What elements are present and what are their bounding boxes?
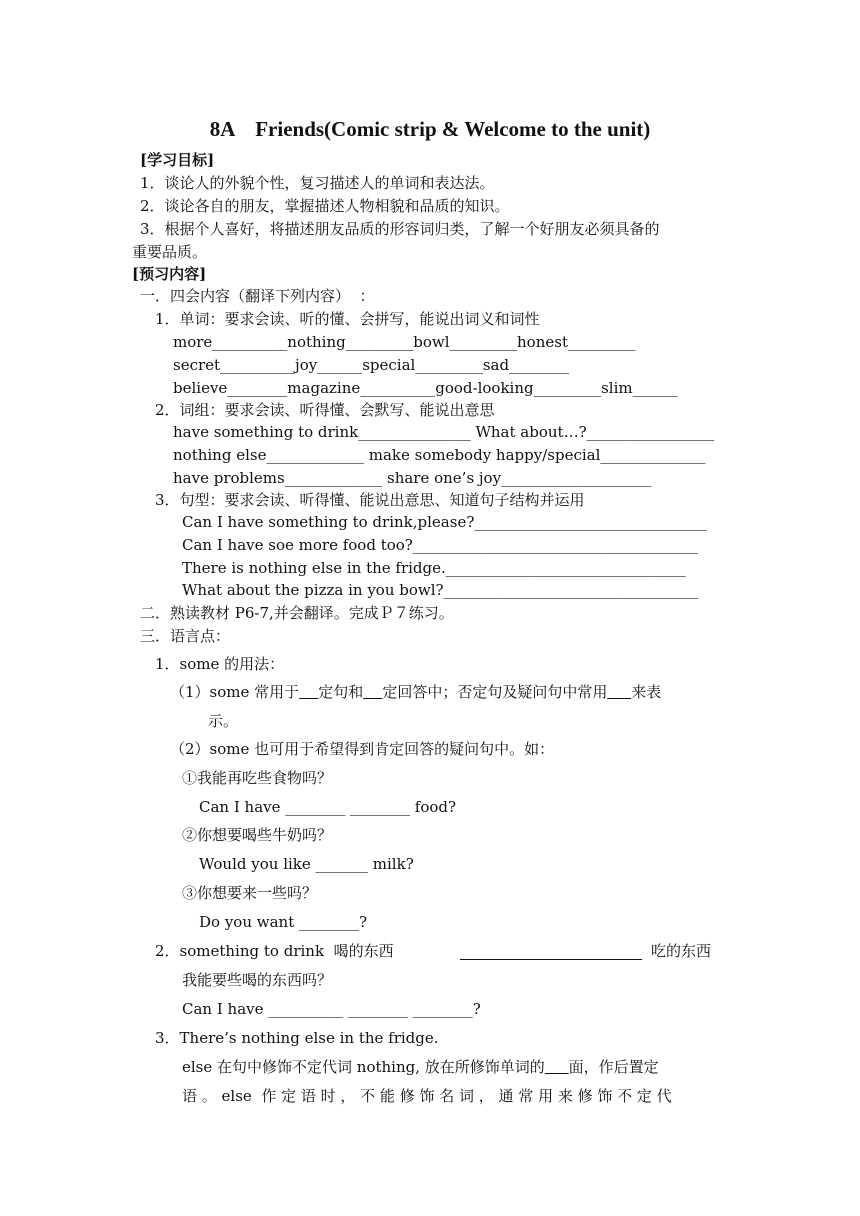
example-cn: ③你想要来一些吗？ xyxy=(182,884,318,902)
blank xyxy=(363,683,382,701)
phrase-title: 2．词组：要求会读、听得懂、会默写、能说出意思 xyxy=(155,401,495,419)
vocab-line: secret__________joy______special_________sad________ xyxy=(173,356,570,374)
lp1-a-post: 来表 xyxy=(631,683,662,701)
lp3-line1 xyxy=(182,1057,659,1077)
lp1-b: （2）some 也可用于希望得到肯定回答的疑问句中。如： xyxy=(170,740,555,758)
lp3-line2: 语 。 else 作 定 语 时 ， 不 能 修 饰 名 词 ， 通 常 用 来 修 饰 不 定 代 xyxy=(182,1087,672,1105)
part2-heading: 二．熟读教材 P6-7,并会翻译。完成Ｐ７练习。 xyxy=(140,604,454,622)
phrase-line: have problems_____________ share one’s joy____________________ xyxy=(173,469,652,487)
blank xyxy=(545,1058,569,1076)
lp1-a-cont: 示。 xyxy=(208,712,239,730)
lp2-title: 2．something to drink 喝的东西 xyxy=(155,942,394,960)
sentence-title: 3．句型：要求会读、听得懂、能说出意思、知道句子结构并运用 xyxy=(155,491,585,509)
answer-line xyxy=(460,959,642,960)
sentence-line: What about the pizza in you bowl?__________________________________ xyxy=(182,581,699,599)
example-cn: ②你想要喝些牛奶吗？ xyxy=(182,826,333,844)
vocab-line: believe________magazine__________good-looking_________slim______ xyxy=(173,379,678,397)
goal-item: 3．根据个人喜好，将描述朋友品质的形容词归类，了解一个好朋友必须具备的 xyxy=(140,220,660,238)
lp1-a-mid2: 定回答中；否定句及疑问句中常用 xyxy=(382,683,608,701)
lp2-question: 我能要些喝的东西吗？ xyxy=(182,971,333,989)
goals-header: [学习目标] xyxy=(140,151,215,169)
example-en: Do you want ________? xyxy=(199,913,368,931)
lp3-line1-post: 面，作后置定 xyxy=(568,1058,659,1076)
blank xyxy=(299,683,318,701)
lp2-right: 吃的东西 xyxy=(651,942,712,960)
vocab-title: 1．单词：要求会读、听的懂、会拼写，能说出词义和词性 xyxy=(155,310,540,328)
lp1-a-pre: （1）some 常用于 xyxy=(170,683,300,701)
sentence-line: Can I have soe more food too?______________________________________ xyxy=(182,536,698,554)
example-en: Would you like _______ milk? xyxy=(199,855,414,873)
lp1-a-line xyxy=(170,682,661,702)
lp1-a-mid1: 定句和 xyxy=(318,683,364,701)
goal-item: 2．谈论各自的朋友，掌握描述人物相貌和品质的知识。 xyxy=(140,197,510,215)
goal-item: 重要品质。 xyxy=(132,243,208,261)
preview-header: [预习内容] xyxy=(132,265,207,283)
lp1-title: 1．some 的用法： xyxy=(155,655,285,673)
lp3-title: 3．There’s nothing else in the fridge. xyxy=(155,1029,439,1047)
example-en: Can I have ________ ________ food? xyxy=(199,798,457,816)
example-cn: ①我能再吃些食物吗？ xyxy=(182,769,333,787)
goal-item: 1．谈论人的外貌个性，复习描述人的单词和表达法。 xyxy=(140,174,495,192)
vocab-line: more__________nothing_________bowl_________honest_________ xyxy=(173,333,636,351)
phrase-line: have something to drink_______________ What about…?_________________ xyxy=(173,423,715,441)
part1-heading: 一．四会内容（翻译下列内容） ： xyxy=(140,287,375,305)
blank xyxy=(607,683,631,701)
lp3-line1-pre: else 在句中修饰不定代词 nothing, 放在所修饰单词的 xyxy=(182,1058,545,1076)
phrase-line: nothing else_____________ make somebody happy/special______________ xyxy=(173,446,706,464)
lp2-en: Can I have __________ ________ ________? xyxy=(182,1000,481,1018)
sentence-line: There is nothing else in the fridge.________________________________ xyxy=(182,559,686,577)
sentence-line: Can I have something to drink,please?_______________________________ xyxy=(182,513,707,531)
page-title: 8A Friends(Comic strip & Welcome to the unit) xyxy=(209,117,651,141)
part3-heading: 三．语言点： xyxy=(140,627,231,645)
